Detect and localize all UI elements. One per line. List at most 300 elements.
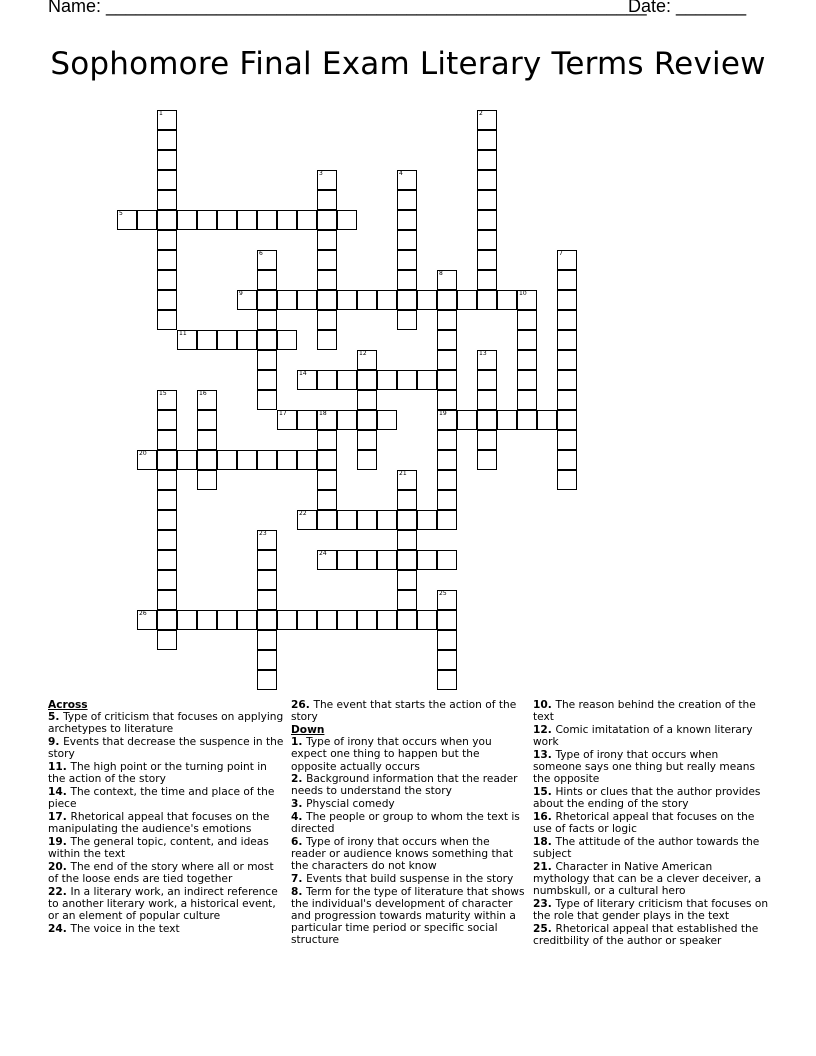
grid-cell[interactable]	[477, 450, 497, 470]
grid-cell[interactable]	[557, 410, 577, 430]
grid-cell[interactable]	[297, 450, 317, 470]
grid-cell[interactable]	[157, 470, 177, 490]
clue-item	[533, 836, 769, 860]
grid-cell[interactable]	[357, 610, 377, 630]
grid-cell[interactable]	[157, 170, 177, 190]
grid-cell[interactable]	[257, 330, 277, 350]
clue-number-dot: .	[62, 761, 71, 774]
grid-cell[interactable]	[177, 610, 197, 630]
grid-cell[interactable]	[317, 470, 337, 490]
grid-cell[interactable]	[257, 310, 277, 330]
grid-cell[interactable]	[477, 290, 497, 310]
clue-column-3	[533, 699, 769, 948]
grid-cell[interactable]	[357, 290, 377, 310]
grid-cell[interactable]	[257, 450, 277, 470]
grid-cell[interactable]	[277, 290, 297, 310]
grid-cell[interactable]	[317, 310, 337, 330]
clue-number: 10	[533, 699, 548, 711]
grid-cell[interactable]	[557, 370, 577, 390]
grid-cell[interactable]	[557, 330, 577, 350]
clue-number: 25	[533, 922, 548, 935]
clue-text: Character in Native American mythology that can be a clever deceiver, a numbskull, or a cultural hero	[533, 860, 762, 898]
grid-cell[interactable]	[157, 550, 177, 570]
grid-cell[interactable]	[137, 450, 157, 470]
clue-number-dot: .	[62, 810, 71, 823]
grid-cell[interactable]	[317, 410, 337, 430]
grid-cell-number: 2	[479, 110, 483, 117]
clue-number-dot: .	[298, 736, 307, 749]
grid-cell[interactable]	[437, 550, 457, 570]
clue-item	[48, 736, 284, 760]
grid-cell[interactable]	[157, 290, 177, 310]
grid-cell[interactable]	[397, 270, 417, 290]
grid-cell[interactable]	[157, 210, 177, 230]
grid-cell[interactable]	[157, 410, 177, 430]
clue-item	[48, 811, 284, 835]
grid-cell-number: 14	[299, 370, 307, 377]
grid-cell[interactable]	[437, 370, 457, 390]
clue-item	[533, 861, 769, 898]
grid-cell[interactable]	[337, 510, 357, 530]
grid-cell[interactable]	[257, 570, 277, 590]
clue-number-dot: .	[547, 699, 556, 711]
grid-cell[interactable]	[417, 370, 437, 390]
grid-cell[interactable]	[137, 210, 157, 230]
grid-cell[interactable]	[357, 550, 377, 570]
grid-cell[interactable]	[437, 430, 457, 450]
clue-number-dot: .	[62, 860, 71, 873]
clue-number: 22	[48, 885, 63, 898]
clue-number-dot: .	[55, 736, 64, 749]
grid-cell[interactable]	[217, 210, 237, 230]
clue-item	[48, 711, 284, 735]
grid-cell[interactable]	[297, 210, 317, 230]
grid-cell[interactable]	[157, 250, 177, 270]
grid-cell[interactable]	[237, 610, 257, 630]
grid-cell-number: 26	[139, 610, 147, 617]
grid-cell[interactable]	[437, 450, 457, 470]
clue-item	[533, 699, 769, 723]
grid-cell[interactable]	[417, 510, 437, 530]
grid-cell[interactable]	[357, 450, 377, 470]
grid-cell[interactable]	[317, 510, 337, 530]
grid-cell[interactable]	[537, 410, 557, 430]
grid-cell[interactable]	[277, 450, 297, 470]
clue-number-dot: .	[298, 810, 307, 823]
grid-cell[interactable]	[297, 370, 317, 390]
grid-cell[interactable]	[437, 470, 457, 490]
clue-text: The reason behind the creation of the text	[533, 699, 756, 724]
clue-text: Type of criticism that focuses on applying archetypes to literature	[48, 711, 284, 736]
grid-cell-number: 6	[259, 250, 263, 257]
grid-cell[interactable]	[197, 410, 217, 430]
grid-cell-number: 18	[319, 410, 327, 417]
grid-cell-number: 20	[139, 450, 147, 457]
grid-cell[interactable]	[317, 370, 337, 390]
clue-item	[291, 873, 527, 885]
grid-cell[interactable]	[497, 290, 517, 310]
grid-cell[interactable]	[437, 630, 457, 650]
clue-text: Hints or clues that the author provides about the ending of the story	[533, 785, 761, 811]
grid-cell[interactable]	[157, 490, 177, 510]
clue-number-dot: .	[62, 785, 71, 798]
grid-cell[interactable]	[177, 450, 197, 470]
grid-cell[interactable]	[157, 390, 177, 410]
grid-cell[interactable]	[437, 390, 457, 410]
clue-item	[291, 736, 527, 773]
grid-cell[interactable]	[477, 390, 497, 410]
clue-number: 21	[533, 860, 548, 873]
clue-text: The voice in the text	[70, 922, 180, 935]
grid-cell[interactable]	[437, 650, 457, 670]
grid-cell[interactable]	[197, 390, 217, 410]
grid-cell[interactable]	[117, 210, 137, 230]
grid-cell[interactable]	[217, 610, 237, 630]
grid-cell[interactable]	[377, 510, 397, 530]
clue-text: Events that build suspense in the story	[306, 872, 514, 885]
clue-number-dot: .	[547, 748, 556, 761]
clue-number-dot: .	[547, 835, 556, 848]
grid-cell-number: 5	[119, 210, 123, 217]
grid-cell[interactable]	[317, 550, 337, 570]
grid-cell[interactable]	[217, 450, 237, 470]
grid-cell-number: 19	[439, 410, 447, 417]
grid-cell-number: 15	[159, 390, 167, 397]
grid-cell[interactable]	[317, 610, 337, 630]
grid-cell[interactable]	[477, 210, 497, 230]
grid-cell[interactable]	[157, 570, 177, 590]
name-field[interactable]: Name: ______________________________________________________	[48, 0, 647, 16]
clue-text: Term for the type of literature that shows the individual's development of character and progression towards maturity within a particular time period or specific social structure	[291, 885, 525, 947]
clue-number-dot: .	[547, 723, 556, 736]
grid-cell[interactable]	[557, 290, 577, 310]
clue-number-dot: .	[298, 773, 307, 786]
grid-cell[interactable]	[437, 490, 457, 510]
grid-cell[interactable]	[237, 330, 257, 350]
grid-cell[interactable]	[437, 290, 457, 310]
clue-number: 16	[533, 810, 548, 823]
grid-cell[interactable]	[137, 610, 157, 630]
grid-cell[interactable]	[257, 210, 277, 230]
clue-text: Background information that the reader needs to understand the story	[291, 773, 518, 798]
grid-cell[interactable]	[457, 290, 477, 310]
grid-cell[interactable]	[337, 370, 357, 390]
grid-cell[interactable]	[437, 330, 457, 350]
clue-number-dot: .	[298, 872, 307, 885]
clue-number: 24	[48, 922, 63, 935]
grid-cell[interactable]	[157, 450, 177, 470]
grid-cell[interactable]	[317, 430, 337, 450]
grid-cell[interactable]	[477, 110, 497, 130]
grid-cell[interactable]	[157, 270, 177, 290]
grid-cell[interactable]	[157, 530, 177, 550]
grid-cell-number: 17	[279, 410, 287, 417]
grid-cell[interactable]	[257, 530, 277, 550]
clue-text: Type of irony that occurs when the reader or audience knows something that the characters do not know	[291, 835, 513, 873]
grid-cell[interactable]	[157, 190, 177, 210]
section-heading-down: Down	[291, 723, 325, 736]
grid-cell[interactable]	[297, 290, 317, 310]
clue-number: 8	[291, 885, 299, 898]
grid-cell[interactable]	[397, 190, 417, 210]
grid-cell[interactable]	[517, 390, 537, 410]
grid-cell[interactable]	[397, 230, 417, 250]
grid-cell[interactable]	[157, 590, 177, 610]
grid-cell[interactable]	[157, 510, 177, 530]
grid-cell[interactable]	[317, 490, 337, 510]
clue-text: Rhetorical appeal that established the creditbility of the author or speaker	[533, 922, 759, 947]
clue-number-dot: .	[62, 885, 71, 898]
grid-cell[interactable]	[397, 470, 417, 490]
clue-text: The people or group to whom the text is directed	[291, 810, 520, 836]
grid-cell[interactable]	[257, 610, 277, 630]
clue-number-dot: .	[547, 922, 556, 935]
grid-cell[interactable]	[237, 210, 257, 230]
grid-cell[interactable]	[397, 290, 417, 310]
grid-cell-number: 13	[479, 350, 487, 357]
clue-item	[533, 786, 769, 810]
grid-cell[interactable]	[257, 350, 277, 370]
grid-cell[interactable]	[157, 430, 177, 450]
clue-number-dot: .	[547, 860, 556, 873]
grid-cell[interactable]	[317, 450, 337, 470]
grid-cell[interactable]	[557, 270, 577, 290]
date-field[interactable]: Date: _______	[628, 0, 747, 16]
grid-cell[interactable]	[297, 610, 317, 630]
grid-cell-number: 1	[159, 110, 163, 117]
grid-cell[interactable]	[437, 670, 457, 690]
grid-cell[interactable]	[197, 470, 217, 490]
grid-cell[interactable]	[257, 650, 277, 670]
grid-cell[interactable]	[297, 510, 317, 530]
grid-cell[interactable]	[277, 610, 297, 630]
grid-cell[interactable]	[437, 270, 457, 290]
grid-cell[interactable]	[477, 350, 497, 370]
grid-cell[interactable]	[277, 330, 297, 350]
grid-cell[interactable]	[317, 170, 337, 190]
grid-cell[interactable]	[517, 410, 537, 430]
grid-cell[interactable]	[277, 210, 297, 230]
grid-cell[interactable]	[197, 610, 217, 630]
clue-number-dot: .	[62, 922, 71, 935]
grid-cell[interactable]	[257, 290, 277, 310]
grid-cell[interactable]	[397, 170, 417, 190]
grid-cell[interactable]	[557, 390, 577, 410]
clue-number-dot: .	[298, 835, 307, 848]
grid-cell[interactable]	[317, 230, 337, 250]
grid-cell[interactable]	[317, 270, 337, 290]
grid-cell[interactable]	[377, 370, 397, 390]
grid-cell[interactable]	[397, 310, 417, 330]
clue-item	[48, 786, 284, 810]
grid-cell[interactable]	[297, 410, 317, 430]
clue-text: The event that starts the action of the story	[291, 699, 517, 724]
grid-cell[interactable]	[397, 250, 417, 270]
grid-cell[interactable]	[437, 510, 457, 530]
grid-cell[interactable]	[257, 270, 277, 290]
clue-number: 4	[291, 810, 299, 823]
clue-item	[48, 836, 284, 860]
grid-cell[interactable]	[257, 630, 277, 650]
grid-cell[interactable]	[477, 150, 497, 170]
grid-cell[interactable]	[397, 370, 417, 390]
grid-cell[interactable]	[517, 310, 537, 330]
grid-cell[interactable]	[497, 410, 517, 430]
grid-cell[interactable]	[397, 490, 417, 510]
grid-cell[interactable]	[437, 310, 457, 330]
clue-number: 5	[48, 711, 56, 724]
grid-cell[interactable]	[477, 410, 497, 430]
grid-cell[interactable]	[157, 110, 177, 130]
grid-cell[interactable]	[477, 230, 497, 250]
clue-item	[533, 724, 769, 748]
clue-number: 18	[533, 835, 548, 848]
clue-text: The high point or the turning point in the action of the story	[48, 761, 267, 786]
grid-cell[interactable]	[257, 390, 277, 410]
grid-cell[interactable]	[517, 370, 537, 390]
grid-cell[interactable]	[317, 190, 337, 210]
clue-text: Comic imitatation of a known literary work	[533, 723, 753, 749]
grid-cell[interactable]	[257, 670, 277, 690]
grid-cell[interactable]	[157, 610, 177, 630]
clue-item	[533, 898, 769, 922]
grid-cell[interactable]	[357, 350, 377, 370]
grid-cell[interactable]	[277, 410, 297, 430]
grid-cell-number: 10	[519, 290, 527, 297]
grid-cell[interactable]	[357, 390, 377, 410]
grid-cell-number: 8	[439, 270, 443, 277]
clue-number: 12	[533, 723, 548, 736]
grid-cell[interactable]	[217, 330, 237, 350]
grid-cell[interactable]	[257, 590, 277, 610]
clue-number: 14	[48, 785, 63, 798]
grid-cell[interactable]	[477, 430, 497, 450]
grid-cell[interactable]	[377, 290, 397, 310]
grid-cell[interactable]	[157, 310, 177, 330]
grid-cell[interactable]	[337, 210, 357, 230]
grid-cell[interactable]	[477, 190, 497, 210]
grid-cell[interactable]	[437, 590, 457, 610]
grid-cell[interactable]	[157, 230, 177, 250]
grid-cell[interactable]	[317, 210, 337, 230]
grid-cell[interactable]	[397, 210, 417, 230]
clue-text: In a literary work, an indirect reference to another literary work, a historical event, or an element of popular culture	[48, 885, 278, 922]
grid-cell-number: 3	[319, 170, 323, 177]
grid-cell[interactable]	[557, 310, 577, 330]
grid-cell[interactable]	[457, 410, 477, 430]
grid-cell[interactable]	[337, 290, 357, 310]
grid-cell[interactable]	[337, 610, 357, 630]
clue-number: 1	[291, 736, 299, 749]
grid-cell[interactable]	[557, 450, 577, 470]
clue-number: 7	[291, 872, 299, 885]
grid-cell[interactable]	[157, 130, 177, 150]
grid-cell[interactable]	[377, 410, 397, 430]
grid-cell[interactable]	[357, 510, 377, 530]
grid-cell[interactable]	[197, 450, 217, 470]
grid-cell[interactable]	[557, 430, 577, 450]
clue-number: 6	[291, 835, 299, 848]
clue-number: 3	[291, 798, 299, 811]
grid-cell[interactable]	[397, 550, 417, 570]
grid-cell[interactable]	[397, 590, 417, 610]
grid-cell[interactable]	[417, 610, 437, 630]
grid-cell[interactable]	[337, 550, 357, 570]
grid-cell[interactable]	[257, 550, 277, 570]
grid-cell-number: 7	[559, 250, 563, 257]
grid-cell[interactable]	[477, 170, 497, 190]
clue-number: 19	[48, 835, 63, 848]
grid-cell[interactable]	[557, 350, 577, 370]
grid-cell[interactable]	[397, 510, 417, 530]
clue-number-dot: .	[55, 711, 64, 724]
grid-cell[interactable]	[357, 430, 377, 450]
grid-cell[interactable]	[257, 250, 277, 270]
grid-cell[interactable]	[197, 430, 217, 450]
grid-cell-number: 4	[399, 170, 403, 177]
grid-cell[interactable]	[417, 290, 437, 310]
clue-text: Type of literary criticism that focuses on the role that gender plays in the text	[533, 897, 769, 922]
grid-cell[interactable]	[397, 610, 417, 630]
grid-cell[interactable]	[437, 350, 457, 370]
grid-cell[interactable]	[377, 550, 397, 570]
clue-number-dot: .	[298, 885, 307, 898]
grid-cell[interactable]	[337, 410, 357, 430]
grid-cell[interactable]	[157, 630, 177, 650]
grid-cell[interactable]	[357, 410, 377, 430]
grid-cell[interactable]	[357, 370, 377, 390]
page-title: Sophomore Final Exam Literary Terms Review	[50, 46, 766, 82]
grid-cell[interactable]	[517, 350, 537, 370]
grid-cell-number: 9	[239, 290, 243, 297]
grid-cell[interactable]	[177, 210, 197, 230]
grid-cell-number: 25	[439, 590, 447, 597]
clue-number-dot: .	[298, 798, 307, 811]
grid-cell[interactable]	[197, 330, 217, 350]
grid-cell[interactable]	[477, 270, 497, 290]
grid-cell[interactable]	[477, 250, 497, 270]
grid-cell[interactable]	[437, 410, 457, 430]
grid-cell[interactable]	[397, 570, 417, 590]
grid-cell[interactable]	[417, 550, 437, 570]
clue-number: 2	[291, 773, 299, 786]
grid-cell[interactable]	[317, 250, 337, 270]
grid-cell[interactable]	[557, 470, 577, 490]
grid-cell[interactable]	[517, 330, 537, 350]
grid-cell[interactable]	[237, 450, 257, 470]
grid-cell[interactable]	[317, 330, 337, 350]
grid-cell[interactable]	[477, 370, 497, 390]
clue-item	[533, 749, 769, 786]
grid-cell[interactable]	[477, 130, 497, 150]
grid-cell[interactable]	[197, 210, 217, 230]
grid-cell[interactable]	[177, 330, 197, 350]
grid-cell[interactable]	[157, 150, 177, 170]
grid-cell[interactable]	[437, 610, 457, 630]
grid-cell[interactable]	[397, 530, 417, 550]
grid-cell[interactable]	[237, 290, 257, 310]
clue-item	[48, 923, 284, 935]
grid-cell[interactable]	[257, 370, 277, 390]
clue-number-dot: .	[547, 897, 556, 910]
clue-text: The general topic, content, and ideas within the text	[48, 835, 269, 860]
grid-cell[interactable]	[517, 290, 537, 310]
grid-cell[interactable]	[557, 250, 577, 270]
clue-text: Type of irony that occurs when you expect one thing to happen but the opposite actually occurs	[291, 736, 492, 773]
grid-cell[interactable]	[317, 290, 337, 310]
grid-cell[interactable]	[377, 610, 397, 630]
clue-number-dot: .	[62, 835, 71, 848]
